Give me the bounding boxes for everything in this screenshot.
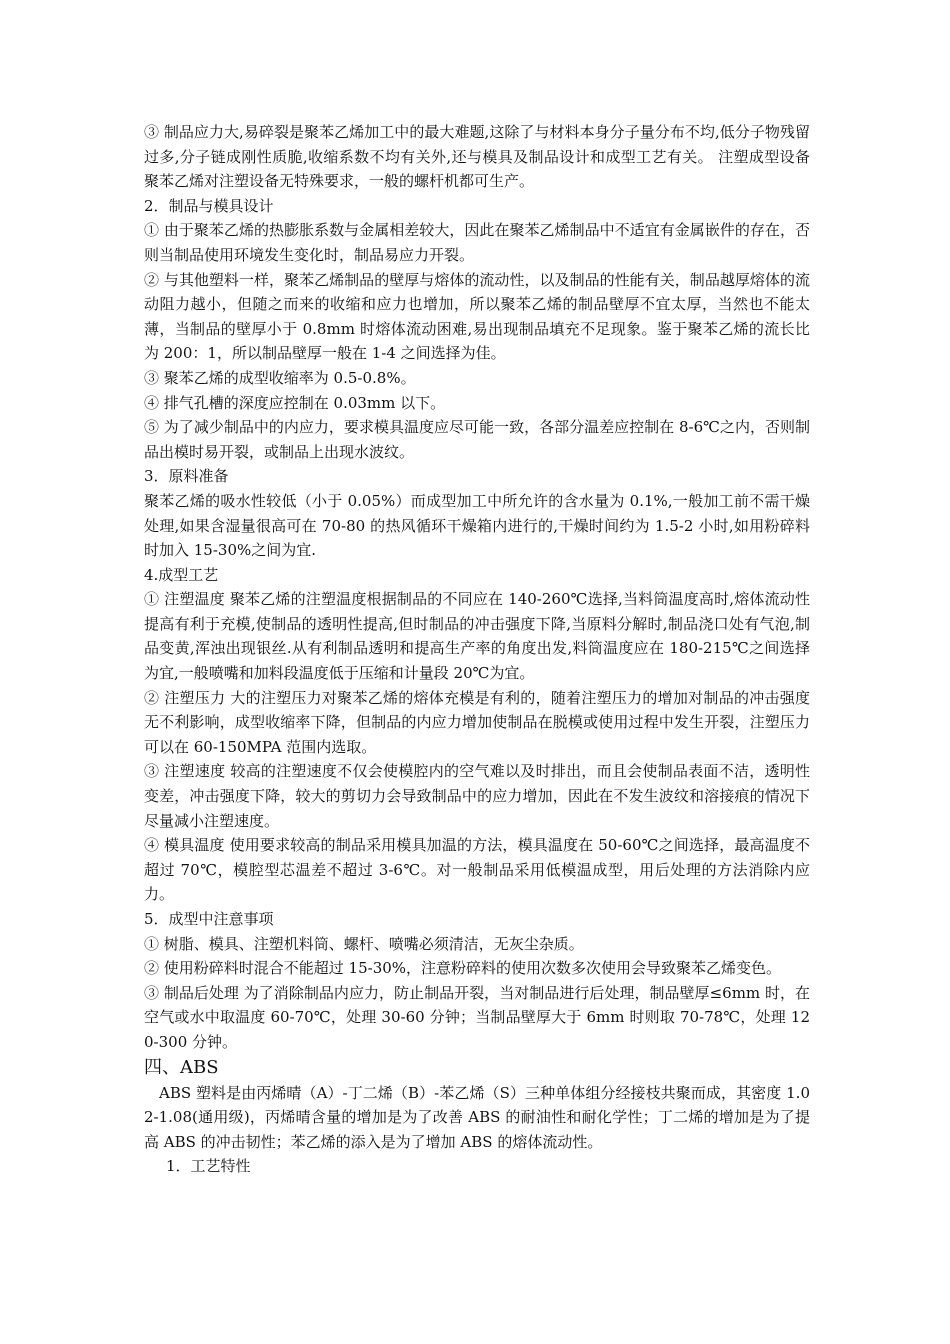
paragraph-moisture: 聚苯乙烯的吸水性较低（小于 0.05%）而成型加工中所允许的含水量为 0.1%,一般加工前不需干燥处理,如果含湿量很高可在 70-80 的热风循环干燥箱内进行的,干燥时间约为 1.5-2 小时,如用粉碎料时加入 15-30%之间为宜.: [144, 491, 810, 560]
heading-process-characteristics: 1．工艺特性: [166, 1157, 251, 1176]
paragraph-mold-temperature: ④ 模具温度 使用要求较高的制品采用模具加温的方法，模具温度在 50-60℃之间选择，最高温度不超过 70℃，模腔型芯温差不超过 3-6℃。对一般制品采用低模温成型，用后处理的方法消除内应力。: [144, 836, 810, 904]
paragraph-regrind: ② 使用粉碎料时混合不能超过 15-30%，注意粉碎料的使用次数多次使用会导致聚苯乙烯变色。: [144, 959, 782, 978]
paragraph-shrinkage: ③ 聚苯乙烯的成型收缩率为 0.5-0.8%。: [144, 368, 416, 387]
paragraph-abs-intro: ABS 塑料是由丙烯晴（A）-丁二烯（B）-苯乙烯（S）三种单体组分经接枝共聚而成，其密度 1.02-1.08(通用级)，丙烯晴含量的增加是为了改善 ABS 的耐油性和耐化学性；丁二烯的增加是为了提高 ABS 的冲击韧性；苯乙烯的添入是为了增加 ABS 的熔体流动性。: [144, 1083, 810, 1151]
paragraph-metal-insert: ① 由于聚苯乙烯的热膨胀系数与金属相差较大，因此在聚苯乙烯制品中不适宜有金属嵌件的存在，否则当制品使用环境发生变化时，制品易应力开裂。: [144, 221, 810, 264]
paragraph-mold-temperature-uniform: ⑤ 为了减少制品中的内应力，要求模具温度应尽可能一致，各部分温差应控制在 8-6℃之内，否则制品出模时易开裂，或制品上出现水波纹。: [144, 418, 810, 461]
paragraph-ps-stress: ③ 制品应力大,易碎裂是聚苯乙烯加工中的最大难题,这除了与材料本身分子量分布不均,低分子物残留过多,分子链成刚性质脆,收缩系数不均有关外,还与模具及制品设计和成型工艺有关。 注塑成型设备 聚苯乙烯对注塑设备无特殊要求，一般的螺杆机都可生产。: [144, 123, 810, 191]
heading-molding-process: 4.成型工艺: [144, 565, 219, 584]
heading-material-preparation: 3．原料准备: [144, 467, 229, 486]
section-heading-abs: 四、ABS: [144, 1056, 219, 1078]
paragraph-post-treatment: ③ 制品后处理 为了消除制品内应力，防止制品开裂，当对制品进行后处理，制品壁厚≤6mm 时，在空气或水中取温度 60-70℃，处理 30-60 分钟；当制品壁厚大于 6mm 时则取 70-78℃，处理 120-300 分钟。: [144, 983, 810, 1051]
document-page: [144, 120, 810, 1179]
paragraph-injection-temperature: ① 注塑温度 聚苯乙烯的注塑温度根据制品的不同应在 140-260℃选择,当料筒温度高时,熔体流动性提高有利于充模,使制品的透明性提高,但时制品的冲击强度下降,当原料分解时,制品浇口处有气泡,制品变黄,浑浊出现银丝.从有利制品透明和提高生产率的角度出发,料筒温度应在 180-215℃之间选择为宜,一般喷嘴和加料段温度低于压缩和计量段 20℃为宜。: [144, 590, 810, 683]
paragraph-wall-thickness: ② 与其他塑料一样，聚苯乙烯制品的壁厚与熔体的流动性，以及制品的性能有关，制品越厚熔体的流动阻力越小，但随之而来的收缩和应力也增加，所以聚苯乙烯的制品壁厚不宜太厚，当然也不能太薄，当制品的壁厚小于 0.8mm 时熔体流动困难,易出现制品填充不足现象。鉴于聚苯乙烯的流长比为 200：1，所以制品壁厚一般在 1-4 之间选择为佳。: [144, 270, 810, 363]
heading-molding-notes: 5．成型中注意事项: [144, 910, 274, 928]
paragraph-injection-speed: ③ 注塑速度 较高的注塑速度不仅会使模腔内的空气难以及时排出，而且会使制品表面不洁，透明性变差，冲击强度下降，较大的剪切力会导致制品中的应力增加，因此在不发生波纹和溶接痕的情况下尽量减小注塑速度。: [144, 762, 810, 830]
paragraph-injection-pressure: ② 注塑压力 大的注塑压力对聚苯乙烯的熔体充模是有利的，随着注塑压力的增加对制品的冲击强度无不利影响，成型收缩率下降，但制品的内应力增加使制品在脱模或使用过程中发生开裂，注塑压力可以在 60-150MPA 范围内选取。: [144, 688, 810, 756]
paragraph-cleanliness: ① 树脂、模具、注塑机料筒、螺杆、喷嘴必须清洁，无灰尘杂质。: [144, 934, 584, 953]
heading-product-mold-design: 2．制品与模具设计: [144, 196, 274, 215]
paragraph-vent-depth: ④ 排气孔槽的深度应控制在 0.03mm 以下。: [144, 393, 446, 412]
